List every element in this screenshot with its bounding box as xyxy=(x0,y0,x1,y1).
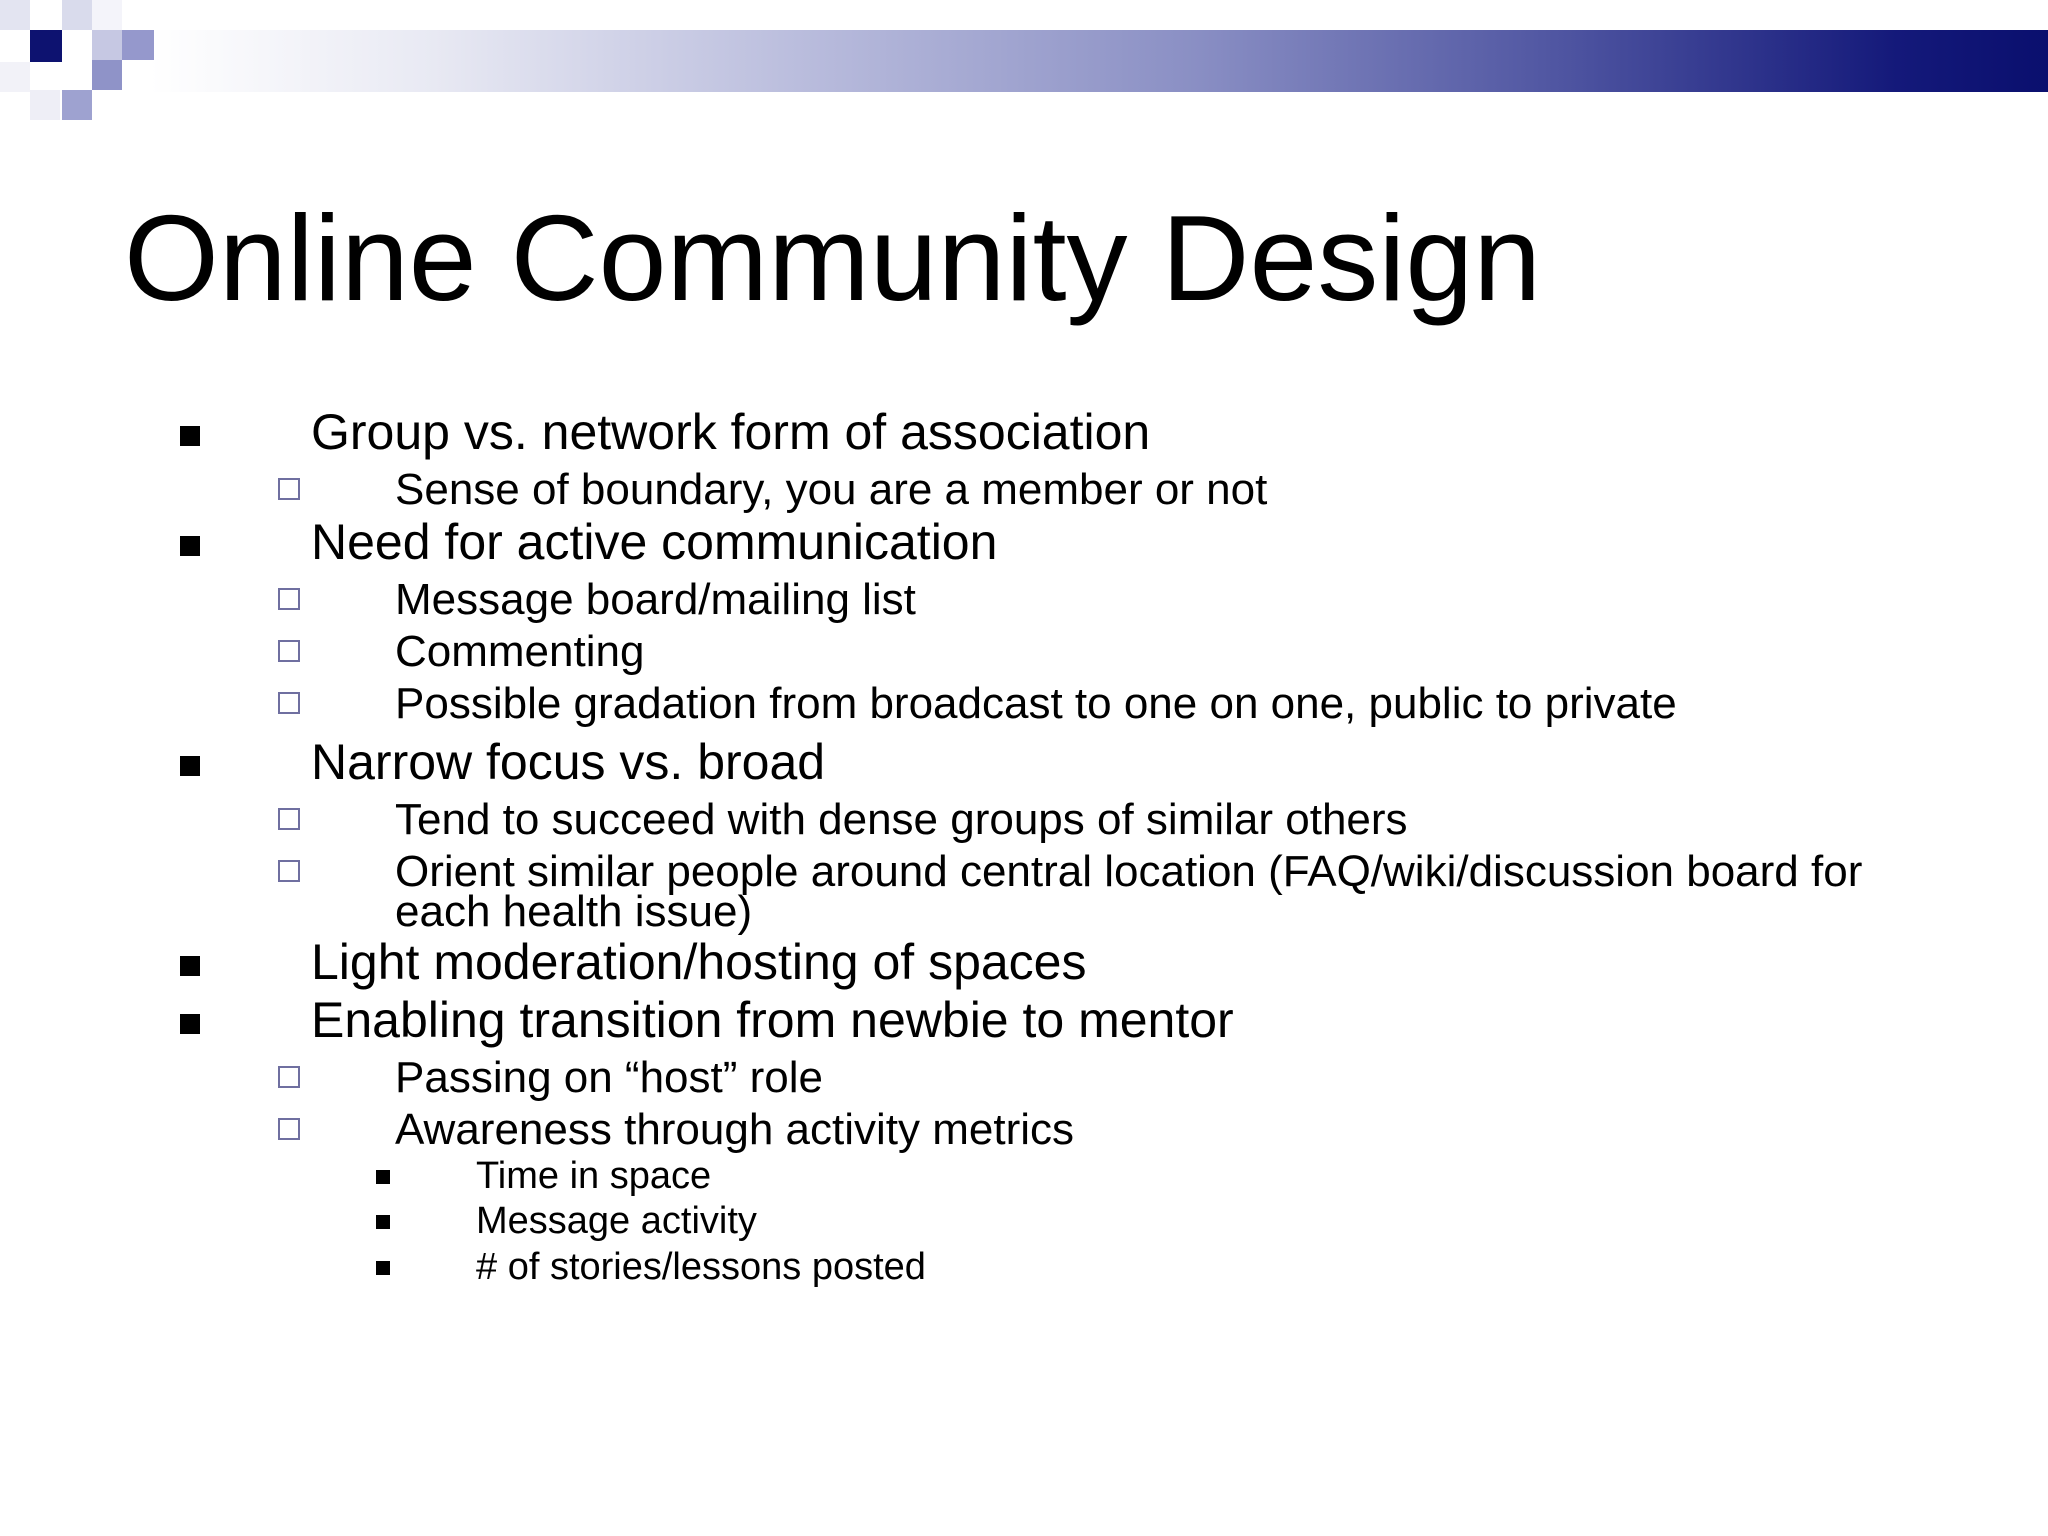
hollow-square-bullet-icon xyxy=(278,640,300,662)
header-deco-square xyxy=(30,90,60,120)
bullet-text-continuation: each health issue) xyxy=(395,887,753,936)
filled-square-bullet-icon xyxy=(376,1215,390,1229)
filled-square-bullet-icon xyxy=(180,756,200,776)
header-deco-square xyxy=(62,0,92,30)
hollow-square-bullet-icon xyxy=(278,1118,300,1140)
hollow-square-bullet-icon xyxy=(278,478,300,500)
bullet-text: Tend to succeed with dense groups of similar others xyxy=(395,795,1408,844)
filled-square-bullet-icon xyxy=(376,1261,390,1275)
hollow-square-bullet-icon xyxy=(278,588,300,610)
bullet-text: Message activity xyxy=(476,1200,757,1242)
filled-square-bullet-icon xyxy=(180,426,200,446)
header-deco-square xyxy=(30,30,62,62)
bullet-text: Possible gradation from broadcast to one on one, public to private xyxy=(395,679,1677,728)
hollow-square-bullet-icon xyxy=(278,808,300,830)
bullet-text: Light moderation/hosting of spaces xyxy=(311,934,1087,990)
header-deco-square xyxy=(122,30,154,60)
slide-title: Online Community Design xyxy=(124,190,1542,326)
header-deco-square xyxy=(0,62,30,92)
header-deco-square xyxy=(92,30,122,60)
bullet-text: Message board/mailing list xyxy=(395,575,916,624)
header-deco-square xyxy=(0,0,30,30)
bullet-text: Narrow focus vs. broad xyxy=(311,734,826,790)
bullet-text: # of stories/lessons posted xyxy=(476,1246,926,1288)
bullet-text: Group vs. network form of association xyxy=(311,404,1151,460)
header-gradient-bar xyxy=(150,30,2048,92)
header-deco-square xyxy=(92,0,122,30)
filled-square-bullet-icon xyxy=(180,536,200,556)
bullet-text: Enabling transition from newbie to mentor xyxy=(311,992,1234,1048)
bullet-text: Commenting xyxy=(395,627,645,676)
hollow-square-bullet-icon xyxy=(278,860,300,882)
filled-square-bullet-icon xyxy=(376,1170,390,1184)
filled-square-bullet-icon xyxy=(180,956,200,976)
hollow-square-bullet-icon xyxy=(278,692,300,714)
filled-square-bullet-icon xyxy=(180,1014,200,1034)
bullet-text: Orient similar people around central location (FAQ/wiki/discussion board for xyxy=(395,847,1863,896)
header-deco-square xyxy=(62,90,92,120)
bullet-text: Need for active communication xyxy=(311,514,998,570)
bullet-text: Time in space xyxy=(476,1155,712,1197)
bullet-text: Sense of boundary, you are a member or not xyxy=(395,465,1268,514)
bullet-text: Awareness through activity metrics xyxy=(395,1105,1075,1154)
bullet-text: Passing on “host” role xyxy=(395,1053,823,1102)
header-deco-square xyxy=(92,60,122,90)
hollow-square-bullet-icon xyxy=(278,1066,300,1088)
